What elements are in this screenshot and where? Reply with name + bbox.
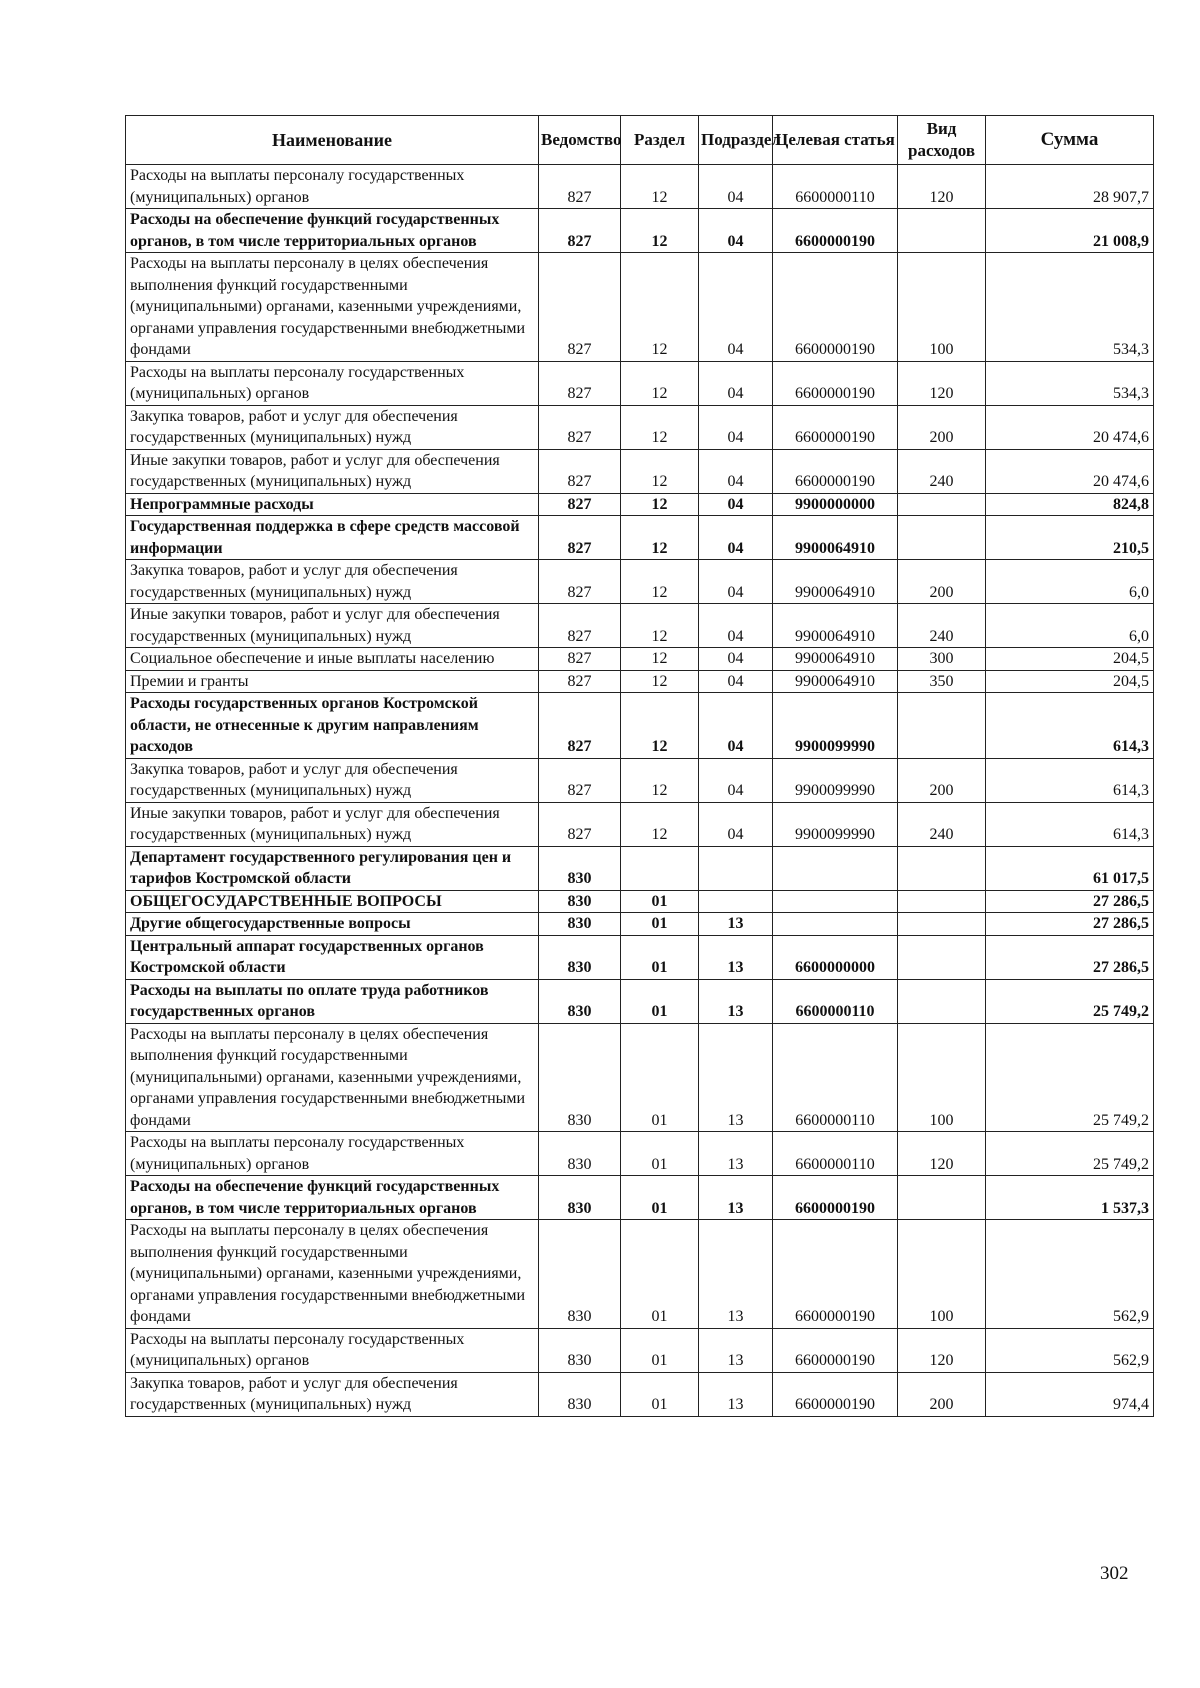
- cell-department: 830: [539, 979, 621, 1023]
- cell-sum: 6,0: [986, 604, 1154, 648]
- cell-department: 830: [539, 1328, 621, 1372]
- cell-subsection: 04: [699, 209, 773, 253]
- cell-target: 6600000190: [773, 209, 898, 253]
- cell-section: 12: [621, 516, 699, 560]
- header-section: Раздел: [621, 116, 699, 165]
- cell-name: Социальное обеспечение и иные выплаты населению: [126, 648, 539, 671]
- cell-section: 01: [621, 1372, 699, 1416]
- cell-subsection: 04: [699, 802, 773, 846]
- cell-expense-type: [898, 516, 986, 560]
- cell-section: 01: [621, 1176, 699, 1220]
- cell-expense-type: 120: [898, 1132, 986, 1176]
- cell-department: 827: [539, 493, 621, 516]
- cell-expense-type: 240: [898, 604, 986, 648]
- cell-subsection: 04: [699, 693, 773, 759]
- cell-name: Иные закупки товаров, работ и услуг для обеспечения государственных (муниципальных) нужд: [126, 604, 539, 648]
- cell-sum: 204,5: [986, 670, 1154, 693]
- cell-expense-type: 100: [898, 253, 986, 362]
- cell-target: 6600000000: [773, 935, 898, 979]
- cell-target: 6600000190: [773, 1220, 898, 1329]
- table-row: [126, 670, 1154, 693]
- cell-name: Иные закупки товаров, работ и услуг для обеспечения государственных (муниципальных) нужд: [126, 802, 539, 846]
- cell-target: 9900099990: [773, 802, 898, 846]
- cell-subsection: 13: [699, 1372, 773, 1416]
- cell-expense-type: 240: [898, 802, 986, 846]
- table-row: [126, 802, 1154, 846]
- cell-target: 9900064910: [773, 648, 898, 671]
- cell-section: 12: [621, 361, 699, 405]
- cell-name: ОБЩЕГОСУДАРСТВЕННЫЕ ВОПРОСЫ: [126, 890, 539, 913]
- cell-target: [773, 890, 898, 913]
- cell-section: 01: [621, 913, 699, 936]
- cell-section: 12: [621, 253, 699, 362]
- table-row: [126, 209, 1154, 253]
- table-row: [126, 449, 1154, 493]
- cell-sum: 28 907,7: [986, 165, 1154, 209]
- cell-name: Расходы на выплаты персоналу государственных (муниципальных) органов: [126, 1132, 539, 1176]
- table-row: [126, 1132, 1154, 1176]
- cell-subsection: 04: [699, 516, 773, 560]
- cell-department: 827: [539, 405, 621, 449]
- cell-section: 12: [621, 670, 699, 693]
- cell-department: 830: [539, 1176, 621, 1220]
- header-subsection: Подраздел: [699, 116, 773, 165]
- cell-department: 827: [539, 449, 621, 493]
- cell-expense-type: 200: [898, 560, 986, 604]
- cell-name: Другие общегосударственные вопросы: [126, 913, 539, 936]
- cell-name: Премии и гранты: [126, 670, 539, 693]
- cell-target: 9900064910: [773, 516, 898, 560]
- table-row: [126, 165, 1154, 209]
- cell-expense-type: 350: [898, 670, 986, 693]
- cell-target: 9900064910: [773, 670, 898, 693]
- cell-sum: 27 286,5: [986, 935, 1154, 979]
- cell-department: 827: [539, 516, 621, 560]
- cell-name: Расходы на выплаты персоналу в целях обеспечения выполнения функций государственными (муниципальными) органами, казенными учреждениями, органами управления государственными внебюджетными фондами: [126, 253, 539, 362]
- cell-expense-type: 200: [898, 1372, 986, 1416]
- cell-target: 6600000190: [773, 1176, 898, 1220]
- cell-name: Непрограммные расходы: [126, 493, 539, 516]
- cell-sum: 61 017,5: [986, 846, 1154, 890]
- cell-section: 12: [621, 493, 699, 516]
- cell-sum: 21 008,9: [986, 209, 1154, 253]
- cell-department: 830: [539, 1372, 621, 1416]
- table-row: [126, 493, 1154, 516]
- cell-sum: 6,0: [986, 560, 1154, 604]
- cell-subsection: 04: [699, 604, 773, 648]
- cell-name: Департамент государственного регулирования цен и тарифов Костромской области: [126, 846, 539, 890]
- cell-name: Расходы на обеспечение функций государственных органов, в том числе территориальных органов: [126, 209, 539, 253]
- cell-sum: 210,5: [986, 516, 1154, 560]
- cell-subsection: 04: [699, 670, 773, 693]
- cell-department: 830: [539, 846, 621, 890]
- table-row: [126, 758, 1154, 802]
- header-name: Наименование: [126, 116, 539, 165]
- cell-name: Расходы государственных органов Костромской области, не отнесенные к другим направлениям расходов: [126, 693, 539, 759]
- cell-target: [773, 846, 898, 890]
- cell-expense-type: 120: [898, 165, 986, 209]
- cell-subsection: [699, 846, 773, 890]
- cell-sum: 20 474,6: [986, 449, 1154, 493]
- cell-target: 9900000000: [773, 493, 898, 516]
- cell-section: 01: [621, 979, 699, 1023]
- cell-expense-type: [898, 979, 986, 1023]
- cell-expense-type: 240: [898, 449, 986, 493]
- cell-name: Закупка товаров, работ и услуг для обеспечения государственных (муниципальных) нужд: [126, 560, 539, 604]
- cell-name: Закупка товаров, работ и услуг для обеспечения государственных (муниципальных) нужд: [126, 758, 539, 802]
- table-body: [126, 165, 1154, 1417]
- cell-section: 01: [621, 1328, 699, 1372]
- cell-name: Расходы на выплаты персоналу в целях обеспечения выполнения функций государственными (муниципальными) органами, казенными учреждениями, органами управления государственными внебюджетными фондами: [126, 1023, 539, 1132]
- cell-subsection: 13: [699, 1220, 773, 1329]
- cell-section: 12: [621, 449, 699, 493]
- table-row: [126, 361, 1154, 405]
- table-row: [126, 1328, 1154, 1372]
- cell-department: 827: [539, 758, 621, 802]
- cell-sum: 25 749,2: [986, 1023, 1154, 1132]
- cell-expense-type: [898, 846, 986, 890]
- cell-target: 6600000190: [773, 1328, 898, 1372]
- cell-expense-type: [898, 935, 986, 979]
- cell-expense-type: 120: [898, 361, 986, 405]
- cell-expense-type: 200: [898, 758, 986, 802]
- cell-subsection: 04: [699, 648, 773, 671]
- cell-name: Государственная поддержка в сфере средств массовой информации: [126, 516, 539, 560]
- cell-expense-type: 300: [898, 648, 986, 671]
- cell-department: 827: [539, 209, 621, 253]
- cell-name: Закупка товаров, работ и услуг для обеспечения государственных (муниципальных) нужд: [126, 405, 539, 449]
- cell-section: 01: [621, 1132, 699, 1176]
- cell-department: 827: [539, 361, 621, 405]
- cell-department: 827: [539, 693, 621, 759]
- header-department: Ведомство: [539, 116, 621, 165]
- cell-department: 827: [539, 648, 621, 671]
- cell-sum: 534,3: [986, 361, 1154, 405]
- cell-expense-type: [898, 1176, 986, 1220]
- cell-subsection: 13: [699, 1132, 773, 1176]
- cell-subsection: 13: [699, 935, 773, 979]
- cell-target: 6600000190: [773, 1372, 898, 1416]
- cell-sum: 204,5: [986, 648, 1154, 671]
- cell-subsection: 04: [699, 361, 773, 405]
- cell-sum: 614,3: [986, 802, 1154, 846]
- cell-expense-type: [898, 913, 986, 936]
- cell-section: 01: [621, 935, 699, 979]
- cell-subsection: 04: [699, 493, 773, 516]
- table-row: [126, 846, 1154, 890]
- cell-sum: 614,3: [986, 693, 1154, 759]
- cell-expense-type: 100: [898, 1220, 986, 1329]
- cell-section: 12: [621, 604, 699, 648]
- cell-name: Закупка товаров, работ и услуг для обеспечения государственных (муниципальных) нужд: [126, 1372, 539, 1416]
- cell-expense-type: [898, 493, 986, 516]
- cell-subsection: 13: [699, 1328, 773, 1372]
- header-expense-type: Вид расходов: [898, 116, 986, 165]
- cell-section: 12: [621, 693, 699, 759]
- cell-sum: 562,9: [986, 1328, 1154, 1372]
- cell-target: 6600000190: [773, 361, 898, 405]
- table-row: [126, 1220, 1154, 1329]
- header-sum: Сумма: [986, 116, 1154, 165]
- cell-subsection: 04: [699, 758, 773, 802]
- cell-target: 6600000110: [773, 165, 898, 209]
- table-row: [126, 253, 1154, 362]
- page-number: 302: [1100, 1563, 1129, 1584]
- cell-target: 6600000110: [773, 1023, 898, 1132]
- cell-subsection: 13: [699, 1176, 773, 1220]
- table-row: [126, 1176, 1154, 1220]
- cell-department: 827: [539, 802, 621, 846]
- table-row: [126, 560, 1154, 604]
- cell-sum: 824,8: [986, 493, 1154, 516]
- cell-department: 827: [539, 253, 621, 362]
- cell-name: Расходы на выплаты персоналу государственных (муниципальных) органов: [126, 361, 539, 405]
- cell-section: 12: [621, 560, 699, 604]
- cell-department: 827: [539, 560, 621, 604]
- cell-section: 01: [621, 1023, 699, 1132]
- cell-target: 9900064910: [773, 560, 898, 604]
- cell-subsection: 13: [699, 979, 773, 1023]
- cell-department: 830: [539, 890, 621, 913]
- cell-department: 827: [539, 670, 621, 693]
- cell-sum: 534,3: [986, 253, 1154, 362]
- cell-target: 9900099990: [773, 758, 898, 802]
- table-row: [126, 979, 1154, 1023]
- cell-target: 6600000110: [773, 979, 898, 1023]
- cell-target: [773, 913, 898, 936]
- cell-subsection: 04: [699, 405, 773, 449]
- cell-name: Расходы на обеспечение функций государственных органов, в том числе территориальных органов: [126, 1176, 539, 1220]
- cell-section: 12: [621, 405, 699, 449]
- cell-sum: 27 286,5: [986, 913, 1154, 936]
- cell-sum: 25 749,2: [986, 979, 1154, 1023]
- cell-section: 12: [621, 165, 699, 209]
- table-row: [126, 693, 1154, 759]
- cell-subsection: [699, 890, 773, 913]
- cell-target: 6600000190: [773, 253, 898, 362]
- table-row: [126, 648, 1154, 671]
- cell-department: 827: [539, 604, 621, 648]
- table-header-row: [126, 116, 1154, 165]
- cell-subsection: 13: [699, 1023, 773, 1132]
- cell-department: 827: [539, 165, 621, 209]
- cell-sum: 974,4: [986, 1372, 1154, 1416]
- cell-department: 830: [539, 913, 621, 936]
- budget-table: [125, 115, 1154, 1417]
- table-row: [126, 935, 1154, 979]
- table-row: [126, 913, 1154, 936]
- cell-sum: 25 749,2: [986, 1132, 1154, 1176]
- cell-target: 6600000110: [773, 1132, 898, 1176]
- cell-name: Иные закупки товаров, работ и услуг для обеспечения государственных (муниципальных) нужд: [126, 449, 539, 493]
- cell-sum: 562,9: [986, 1220, 1154, 1329]
- cell-name: Расходы на выплаты персоналу в целях обеспечения выполнения функций государственными (муниципальными) органами, казенными учреждениями, органами управления государственными внебюджетными фондами: [126, 1220, 539, 1329]
- cell-expense-type: 120: [898, 1328, 986, 1372]
- cell-section: 12: [621, 648, 699, 671]
- cell-department: 830: [539, 1023, 621, 1132]
- cell-name: Расходы на выплаты персоналу государственных (муниципальных) органов: [126, 1328, 539, 1372]
- cell-department: 830: [539, 1220, 621, 1329]
- cell-section: 01: [621, 1220, 699, 1329]
- table-row: [126, 405, 1154, 449]
- cell-department: 830: [539, 935, 621, 979]
- header-target: Целевая статья: [773, 116, 898, 165]
- cell-target: 9900099990: [773, 693, 898, 759]
- cell-sum: 614,3: [986, 758, 1154, 802]
- cell-expense-type: [898, 693, 986, 759]
- cell-target: 9900064910: [773, 604, 898, 648]
- cell-subsection: 04: [699, 253, 773, 362]
- table-row: [126, 516, 1154, 560]
- cell-target: 6600000190: [773, 405, 898, 449]
- cell-section: [621, 846, 699, 890]
- cell-expense-type: [898, 890, 986, 913]
- cell-subsection: 04: [699, 449, 773, 493]
- cell-name: Расходы на выплаты персоналу государственных (муниципальных) органов: [126, 165, 539, 209]
- cell-department: 830: [539, 1132, 621, 1176]
- table-row: [126, 890, 1154, 913]
- cell-sum: 1 537,3: [986, 1176, 1154, 1220]
- cell-name: Центральный аппарат государственных органов Костромской области: [126, 935, 539, 979]
- cell-section: 12: [621, 802, 699, 846]
- cell-sum: 27 286,5: [986, 890, 1154, 913]
- cell-expense-type: [898, 209, 986, 253]
- cell-subsection: 04: [699, 165, 773, 209]
- table-row: [126, 1023, 1154, 1132]
- cell-subsection: 04: [699, 560, 773, 604]
- table-row: [126, 604, 1154, 648]
- cell-section: 12: [621, 209, 699, 253]
- cell-name: Расходы на выплаты по оплате труда работников государственных органов: [126, 979, 539, 1023]
- cell-expense-type: 200: [898, 405, 986, 449]
- cell-section: 01: [621, 890, 699, 913]
- table-row: [126, 1372, 1154, 1416]
- cell-section: 12: [621, 758, 699, 802]
- cell-sum: 20 474,6: [986, 405, 1154, 449]
- cell-target: 6600000190: [773, 449, 898, 493]
- cell-expense-type: 100: [898, 1023, 986, 1132]
- cell-subsection: 13: [699, 913, 773, 936]
